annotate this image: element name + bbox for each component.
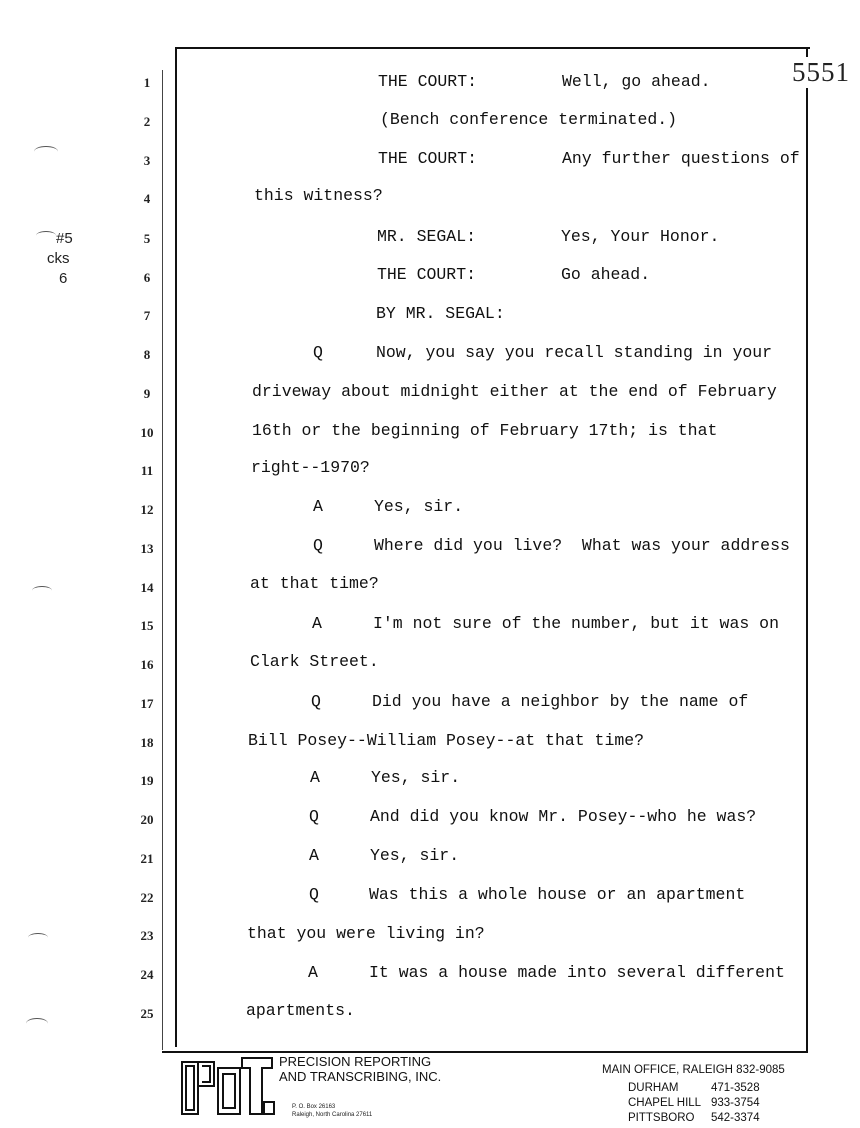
margin-mark bbox=[32, 586, 52, 595]
page-border-top bbox=[175, 47, 810, 49]
speaker-label: A bbox=[313, 497, 323, 516]
margin-note-1: #5 bbox=[56, 230, 73, 247]
office-phone: 542-3374 bbox=[711, 1112, 760, 1124]
firm-name-line1: PRECISION REPORTING bbox=[279, 1054, 432, 1069]
line-number: 6 bbox=[143, 270, 151, 285]
speaker-label: A bbox=[310, 768, 320, 787]
speaker-label: Q bbox=[309, 807, 319, 826]
transcript-text: Now, you say you recall standing in your bbox=[376, 343, 773, 362]
line-number: 20 bbox=[140, 812, 154, 827]
line-number: 9 bbox=[143, 386, 151, 401]
line-number: 23 bbox=[140, 928, 154, 943]
transcript-text: that you were living in? bbox=[247, 924, 485, 943]
line-number: 11 bbox=[140, 463, 154, 478]
speaker-label: Q bbox=[313, 536, 323, 555]
margin-mark bbox=[26, 1018, 48, 1029]
line-number: 17 bbox=[140, 696, 154, 711]
page-border-left bbox=[175, 47, 177, 1047]
page-border-right bbox=[806, 47, 808, 1053]
page-border-bottom bbox=[162, 1051, 808, 1053]
line-number: 15 bbox=[140, 618, 154, 633]
line-number: 12 bbox=[140, 502, 154, 517]
line-number: 10 bbox=[140, 425, 154, 440]
line-number: 16 bbox=[140, 657, 154, 672]
line-number: 18 bbox=[140, 735, 154, 750]
transcript-text: Was this a whole house or an apartment bbox=[369, 885, 746, 904]
transcript-text: Yes, sir. bbox=[370, 846, 460, 865]
margin-mark bbox=[34, 146, 58, 157]
transcript-text: Yes, sir. bbox=[371, 768, 461, 787]
transcript-text: this witness? bbox=[254, 186, 383, 205]
margin-note-2: cks bbox=[47, 250, 70, 267]
transcript-text: It was a house made into several different bbox=[369, 963, 785, 982]
speaker-label: A bbox=[309, 846, 319, 865]
margin-note-3: 6 bbox=[59, 270, 68, 287]
speaker-label: THE COURT: bbox=[378, 72, 478, 91]
speaker-label: Q bbox=[313, 343, 323, 362]
line-number: 7 bbox=[143, 308, 151, 323]
transcript-text: BY MR. SEGAL: bbox=[376, 304, 505, 323]
po-city: Raleigh, North Carolina 27611 bbox=[292, 1112, 373, 1118]
transcript-text: 16th or the beginning of February 17th; is that bbox=[252, 421, 718, 440]
line-number: 3 bbox=[143, 153, 151, 168]
office-phone: 471-3528 bbox=[711, 1082, 760, 1094]
office-city: CHAPEL HILL bbox=[628, 1097, 702, 1109]
transcript-text: Yes, Your Honor. bbox=[561, 227, 720, 246]
office-city: PITTSBORO bbox=[628, 1112, 695, 1124]
transcript-text: Bill Posey--William Posey--at that time? bbox=[248, 731, 645, 750]
line-number: 1 bbox=[143, 75, 151, 90]
transcript-text: right--1970? bbox=[251, 458, 370, 477]
line-number: 5 bbox=[143, 231, 151, 246]
transcript-text: Any further questions of bbox=[562, 149, 800, 168]
transcript-text: apartments. bbox=[246, 1001, 355, 1020]
transcript-text: Yes, sir. bbox=[374, 497, 464, 516]
line-number: 25 bbox=[140, 1006, 154, 1021]
transcript-text: Clark Street. bbox=[250, 652, 379, 671]
speaker-label: A bbox=[312, 614, 322, 633]
page-number: 5551 bbox=[792, 57, 850, 87]
line-number: 24 bbox=[140, 967, 154, 982]
line-number: 22 bbox=[140, 890, 154, 905]
office-phone: 933-3754 bbox=[711, 1097, 760, 1109]
logo-text: P&T bbox=[224, 1094, 232, 1098]
speaker-label: Q bbox=[309, 885, 319, 904]
transcript-text: And did you know Mr. Posey--who he was? bbox=[370, 807, 757, 826]
margin-mark bbox=[36, 231, 56, 240]
po-box: P. O. Box 26163 bbox=[292, 1104, 336, 1110]
transcript-text: driveway about midnight either at the end of February bbox=[252, 382, 777, 401]
transcript-text: Where did you live? What was your address bbox=[374, 536, 790, 555]
line-number-rule bbox=[162, 70, 163, 1050]
line-number: 19 bbox=[140, 773, 154, 788]
speaker-label: A bbox=[308, 963, 318, 982]
transcript-text: (Bench conference terminated.) bbox=[380, 110, 678, 129]
transcript-text: I'm not sure of the number, but it was on bbox=[373, 614, 779, 633]
line-number: 13 bbox=[140, 541, 154, 556]
speaker-label: THE COURT: bbox=[378, 149, 478, 168]
line-number: 2 bbox=[143, 114, 151, 129]
firm-name-line2: AND TRANSCRIBING, INC. bbox=[279, 1069, 442, 1084]
line-number: 8 bbox=[143, 347, 151, 362]
speaker-label: Q bbox=[311, 692, 321, 711]
transcript-text: Well, go ahead. bbox=[562, 72, 711, 91]
line-number: 4 bbox=[143, 191, 151, 206]
line-number: 21 bbox=[140, 851, 154, 866]
margin-mark bbox=[28, 933, 48, 942]
speaker-label: MR. SEGAL: bbox=[377, 227, 477, 246]
transcript-text: at that time? bbox=[250, 574, 379, 593]
pt-logo-icon bbox=[180, 1056, 276, 1120]
main-office: MAIN OFFICE, RALEIGH 832-9085 bbox=[602, 1064, 785, 1076]
office-city: DURHAM bbox=[628, 1082, 679, 1094]
line-number: 14 bbox=[140, 580, 154, 595]
speaker-label: THE COURT: bbox=[377, 265, 477, 284]
transcript-text: Did you have a neighbor by the name of bbox=[372, 692, 749, 711]
transcript-text: Go ahead. bbox=[561, 265, 651, 284]
